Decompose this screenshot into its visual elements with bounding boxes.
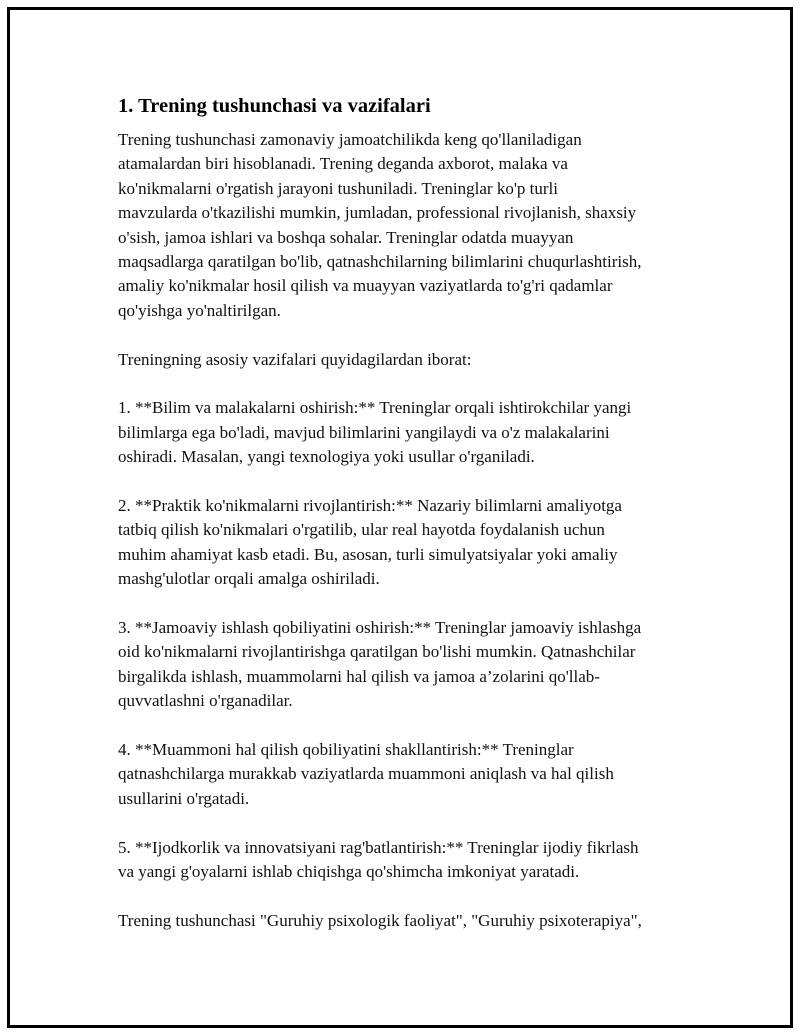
document-body xyxy=(118,93,698,958)
text-line: 5. **Ijodkorlik va innovatsiyani rag'batlantirish:** Treninglar ijodiy fikrlash xyxy=(118,837,639,857)
text-line: mashg'ulotlar orqali amalga oshiriladi. xyxy=(118,569,380,589)
text-line: va yangi g'oyalarni ishlab chiqishga qo'shimcha imkoniyat yaratadi. xyxy=(118,862,580,882)
list-item-3 xyxy=(118,616,698,714)
text-line: quvvatlashni o'rganadilar. xyxy=(118,691,293,711)
text-line: mavzularda o'tkazilishi mumkin, jumladan, professional rivojlanish, shaxsiy xyxy=(118,203,637,223)
list-item-5 xyxy=(118,836,698,885)
paragraph-intro xyxy=(118,128,698,323)
text-line: qatnashchilarga murakkab vaziyatlarda muammoni aniqlash va hal qilish xyxy=(118,764,614,784)
text-line: 1. **Bilim va malakalarni oshirish:** Treninglar orqali ishtirokchilar yangi xyxy=(118,398,632,418)
list-item-2 xyxy=(118,494,698,592)
text-line: Trening tushunchasi zamonaviy jamoatchilikda keng qo'llaniladigan xyxy=(118,130,582,149)
text-line: usullarini o'rgatadi. xyxy=(118,788,250,808)
text-line: 2. **Praktik ko'nikmalarni rivojlantirish:** Nazariy bilimlarni amaliyotga xyxy=(118,496,622,516)
paragraph-list-intro xyxy=(118,348,698,372)
section-heading: 1. Trening tushunchasi va vazifalari xyxy=(118,95,431,117)
text-line: oid ko'nikmalarni rivojlantirishga qaratilgan bo'lishi mumkin. Qatnashchilar xyxy=(118,642,636,662)
list-item-1 xyxy=(118,396,698,469)
text-line: 4. **Muammoni hal qilish qobiliyatini shakllantirish:** Treninglar xyxy=(118,740,574,760)
text-line: oshiradi. Masalan, yangi texnologiya yoki usullar o'rganiladi. xyxy=(118,447,535,467)
text-line: 3. **Jamoaviy ishlash qobiliyatini oshirish:** Treninglar jamoaviy ishlashga xyxy=(118,618,642,638)
text-line: Trening tushunchasi "Guruhiy psixologik faoliyat", "Guruhiy psixoterapiya", xyxy=(118,910,642,930)
text-line: maqsadlarga qaratilgan bo'lib, qatnashchilarning bilimlarini chuqurlashtirish, xyxy=(118,252,642,272)
paragraph-closing xyxy=(118,909,698,933)
text-line: atamalardan biri hisoblanadi. Trening deganda axborot, malaka va xyxy=(118,154,568,174)
text-line: o'sish, jamoa ishlari va boshqa sohalar. Treninglar odatda muayyan xyxy=(118,227,574,247)
text-line: tatbiq qilish ko'nikmalari o'rgatilib, ular real hayotda foydalanish uchun xyxy=(118,520,605,540)
text-line: ko'nikmalarni o'rgatish jarayoni tushuniladi. Treninglar ko'p turli xyxy=(118,178,558,198)
text-line: bilimlarga ega bo'ladi, mavjud bilimlarini yangilaydi va o'z malakalarini xyxy=(118,422,610,442)
text-line: amaliy ko'nikmalar hosil qilish va muayyan vaziyatlarda to'g'ri qadamlar xyxy=(118,276,613,296)
text-line: Treningning asosiy vazifalari quyidagilardan iborat: xyxy=(118,349,472,369)
text-line: birgalikda ishlash, muammolarni hal qilish va jamoa a’zolarini qo'llab- xyxy=(118,666,600,686)
text-line: qo'yishga yo'naltirilgan. xyxy=(118,300,281,320)
list-item-4 xyxy=(118,738,698,811)
text-line: muhim ahamiyat kasb etadi. Bu, asosan, turli simulyatsiyalar yoki amaliy xyxy=(118,544,618,564)
